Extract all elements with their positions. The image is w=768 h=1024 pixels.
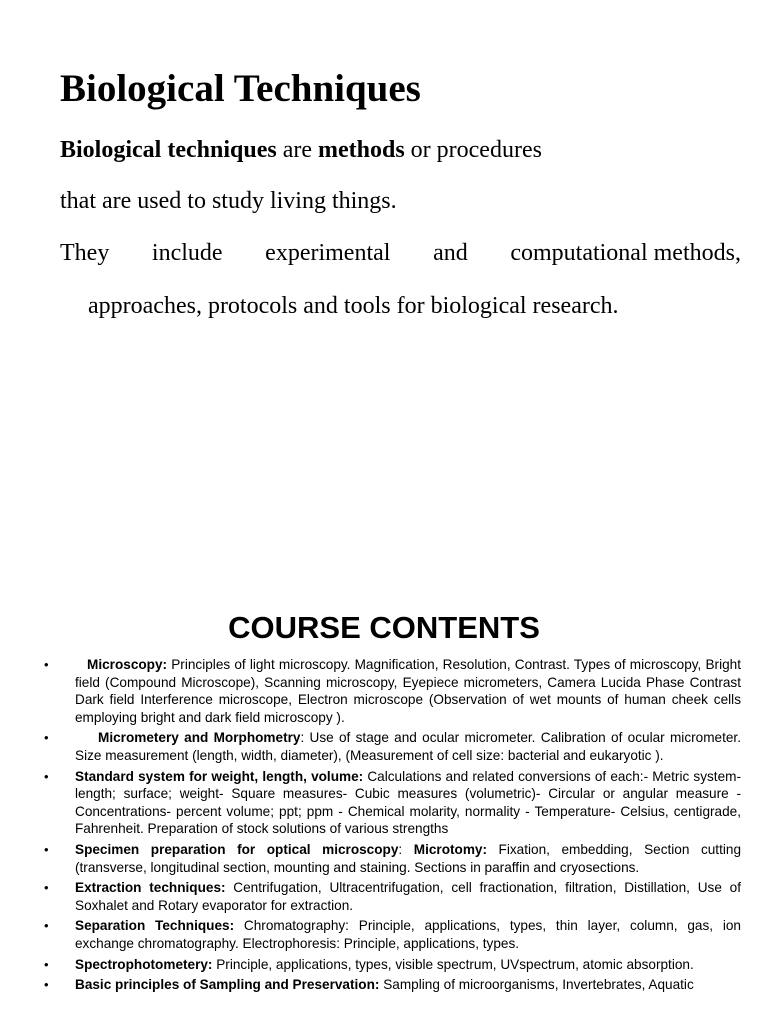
item-label: Specimen preparation for optical microscopy xyxy=(75,841,399,857)
item-label: Microscopy: xyxy=(87,657,168,672)
item-text: Principles of light microscopy. Magnification, Resolution, Contrast. Types of microscopy, Bright field (Compound Microscope), Scanning microscopy, Eyepiece micrometers, Camera Lucida Phase Contrast Dark field Interference microscope, Electron microscope (Observation of wet mounts of human cheek cells employing bright and dark field microscopy ). xyxy=(75,657,741,725)
bullet-icon: • xyxy=(44,768,49,784)
definition-line-3 xyxy=(60,238,741,268)
course-contents-list xyxy=(0,656,768,997)
item-label: Standard system for weight, length, volume: xyxy=(75,768,364,784)
bullet-icon: • xyxy=(44,918,49,934)
bullet-icon: • xyxy=(44,956,49,972)
term-methods: methods xyxy=(317,137,405,163)
word: include xyxy=(151,240,223,266)
word: They xyxy=(60,240,110,266)
item-separator: : xyxy=(398,841,414,857)
list-item xyxy=(0,768,741,838)
word: experimental xyxy=(265,240,391,266)
list-item xyxy=(0,841,741,876)
bullet-icon: • xyxy=(44,730,49,746)
list-item xyxy=(0,729,741,764)
item-label: Extraction techniques: xyxy=(75,880,226,896)
list-item xyxy=(0,956,741,974)
word: computational methods, xyxy=(510,240,741,266)
item-label: Micrometery and Morphometry xyxy=(98,730,301,746)
word: and xyxy=(433,240,468,266)
bullet-icon: • xyxy=(44,880,49,896)
definition-text-2: or procedures xyxy=(404,137,542,163)
item-text: Principle, applications, types, visible spectrum, UVspectrum, atomic absorption. xyxy=(212,956,694,972)
course-contents-slide xyxy=(0,560,768,1024)
list-item xyxy=(0,917,741,952)
bullet-icon: • xyxy=(44,841,49,857)
definition-line-1 xyxy=(60,135,542,165)
item-text: Calculations and related conversions of each:- Metric system- length; surface; weight- Square measures- Cubic measures (volumetric)- Circular or angular measure - Concentrations- percent volume; ppt; ppm - Chemical molarity, normality - Temperature- Celsius, centigrade, Fahrenheit. Preparation of stock solutions of various strengths xyxy=(75,768,741,837)
list-item xyxy=(0,656,741,726)
item-label: Separation Techniques: xyxy=(75,918,235,934)
bullet-icon: • xyxy=(44,657,49,672)
bullet-icon: • xyxy=(44,977,49,993)
list-item xyxy=(0,976,741,994)
item-text: Chromatography: Principle, applications, types, thin layer, column, gas, ion exchange chromatography. Electrophoresis: Principle, applications, types. xyxy=(75,918,741,951)
item-label-secondary: Microtomy: xyxy=(413,841,488,857)
definition-line-4: approaches, protocols and tools for biological research. xyxy=(88,293,619,319)
item-text: Centrifugation, Ultracentrifugation, cell fractionation, filtration, Distillation, Use of Soxhalet and Rotary evaporator for extraction. xyxy=(75,880,741,913)
definition-text-1: are xyxy=(276,137,318,163)
course-contents-heading: COURSE CONTENTS xyxy=(228,610,540,645)
definition-line-2: that are used to study living things. xyxy=(60,188,397,214)
item-label: Spectrophotometery: xyxy=(75,956,213,972)
page-title: Biological Techniques xyxy=(60,67,421,110)
item-text: : Use of stage and ocular micrometer. Calibration of ocular micrometer. Size measurement (length, width, diameter), (Measurement of cell size: bacterial and eukaryotic ). xyxy=(75,730,741,763)
term-biological-techniques: Biological techniques xyxy=(60,137,277,163)
item-label: Basic principles of Sampling and Preservation: xyxy=(75,977,380,993)
list-item xyxy=(0,879,741,914)
item-text: Sampling of microorganisms, Invertebrates, Aquatic xyxy=(379,977,694,993)
item-text: Fixation, embedding, Section cutting (transverse, longitudinal section, mounting and staining. Sections in paraffin and cryosections. xyxy=(75,841,742,875)
